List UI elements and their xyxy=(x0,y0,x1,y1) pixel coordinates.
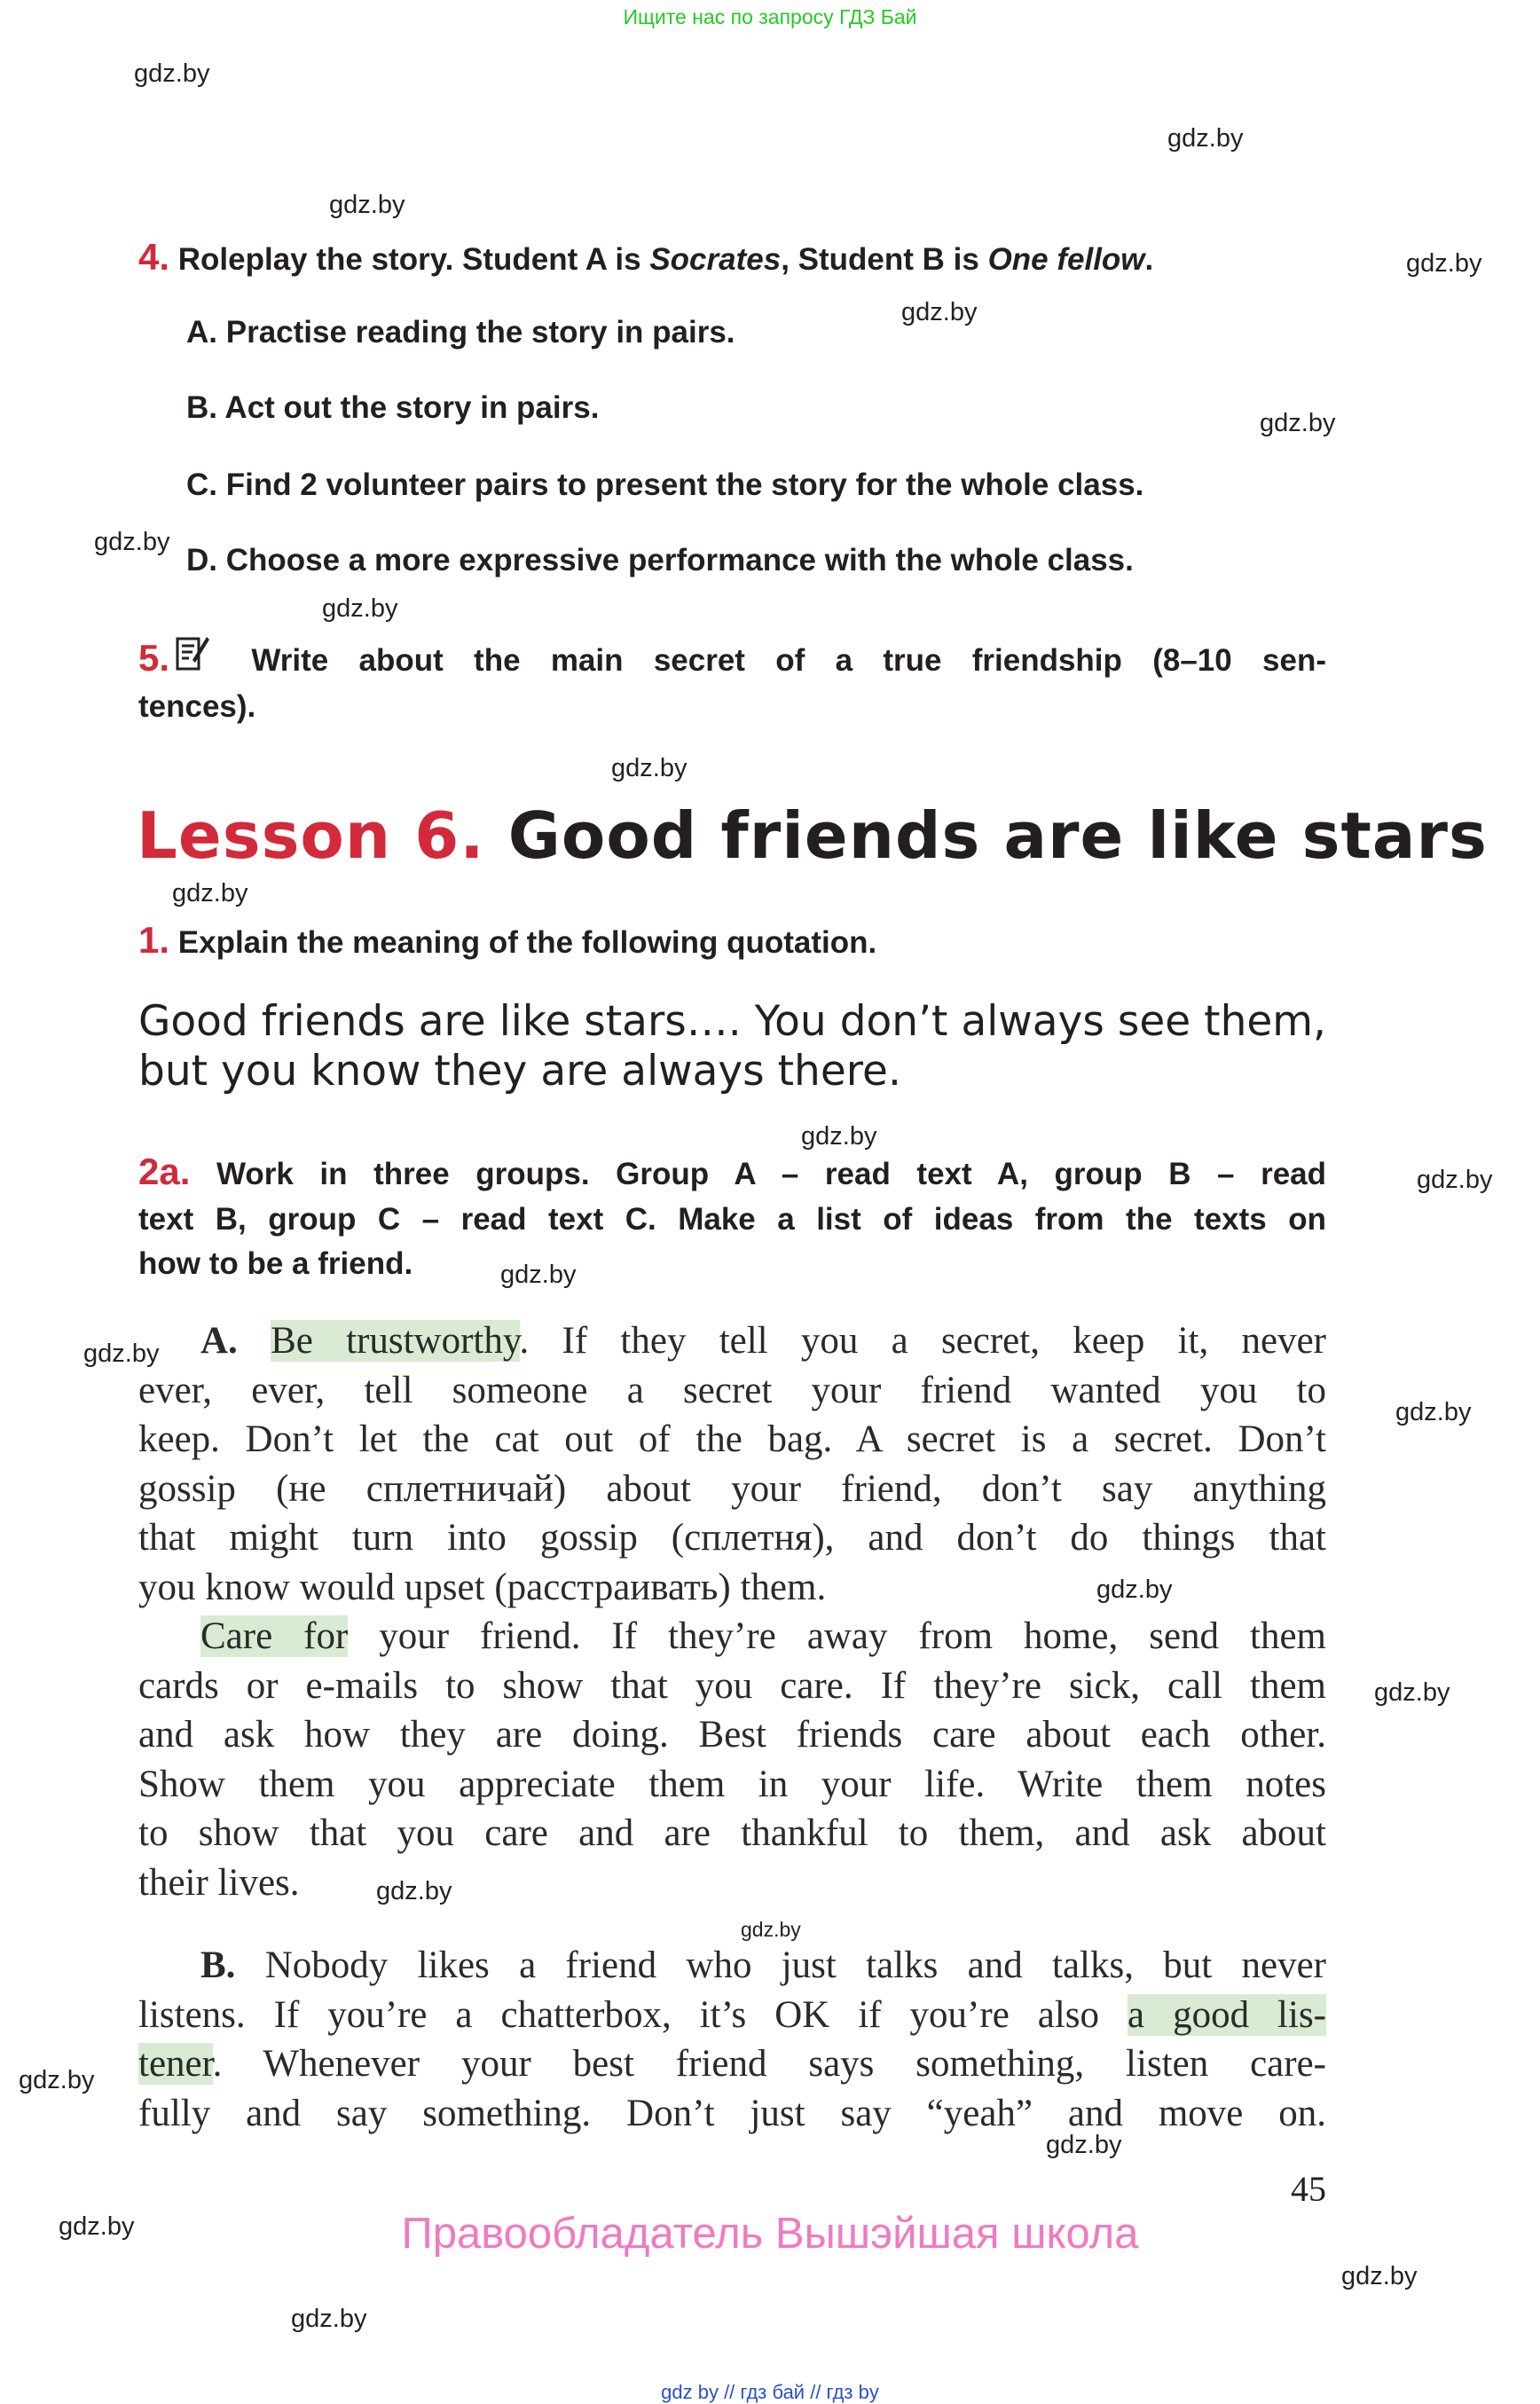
task-number: 4. xyxy=(138,236,170,278)
task-text: Explain the meaning of the following quotation. xyxy=(169,925,877,960)
search-banner[interactable]: Ищите нас по запросу ГДЗ Бай xyxy=(623,5,917,28)
text-segment: listens. If you’re a chatterbox, it’s OK if you’re also xyxy=(138,1993,1128,2036)
task-text: . xyxy=(1144,242,1154,277)
watermark: gdz.by xyxy=(329,191,405,219)
footer-links[interactable]: gdz by // гдз бай // гдз by xyxy=(661,2381,879,2403)
watermark: gdz.by xyxy=(172,879,248,907)
text-line: keep. Don’t let the cat out of the bag. A secret is a secret. Don’t xyxy=(138,1418,1326,1460)
watermark: gdz.by xyxy=(901,298,978,326)
watermark: gdz.by xyxy=(1167,124,1244,153)
text-line: you know would upset (расстраивать) them. xyxy=(138,1566,827,1608)
task-1-heading xyxy=(138,919,1326,962)
task-text-italic: One fellow xyxy=(987,242,1145,277)
task-text: , Student B is xyxy=(781,242,988,277)
watermark: gdz.by xyxy=(291,2305,367,2333)
watermark: gdz.by xyxy=(1096,1575,1173,1604)
watermark: gdz.by xyxy=(1395,1398,1472,1426)
watermark: gdz.by xyxy=(83,1339,160,1368)
watermark: gdz.by xyxy=(741,1918,801,1941)
task-2a-line: text B, group C – read text C. Make a list of ideas from the texts on xyxy=(138,1201,1326,1237)
watermark: gdz.by xyxy=(376,1877,452,1905)
task-4-item-b: B. Act out the story in pairs. xyxy=(186,390,600,425)
text-line xyxy=(138,1941,1326,1991)
text-line: fully and say something. Don’t just say “yeah” and move on. xyxy=(138,2092,1326,2134)
text-a xyxy=(138,1316,1326,1907)
text-line: to show that you care and are thankful to them, and ask about xyxy=(138,1812,1326,1854)
watermark: gdz.by xyxy=(1406,249,1482,278)
text-line xyxy=(138,1991,1326,2040)
text-segment: . Whenever your best friend says something, listen care- xyxy=(212,2043,1326,2085)
quotation xyxy=(138,997,1326,1096)
watermark: gdz.by xyxy=(322,594,398,623)
write-note-icon xyxy=(175,632,210,672)
lesson-title xyxy=(137,798,1488,873)
task-5-line xyxy=(138,632,1326,684)
task-5-line: tences). xyxy=(138,689,256,724)
watermark: gdz.by xyxy=(801,1122,877,1151)
text-line xyxy=(138,1612,1326,1662)
text-line: that might turn into gossip (сплетня), and don’t do things that xyxy=(138,1517,1326,1559)
highlighted-phrase: Care for xyxy=(200,1615,349,1657)
lesson-label: Lesson 6. xyxy=(137,798,485,873)
task-2a-line: how to be a friend. xyxy=(138,1246,413,1281)
task-number: 5. xyxy=(138,637,170,679)
watermark: gdz.by xyxy=(1046,2131,1122,2159)
task-text-italic: Socrates xyxy=(649,242,782,277)
text-segment: . If they tell you a secret, keep it, never xyxy=(519,1320,1326,1362)
watermark: gdz.by xyxy=(611,754,688,782)
task-4-heading xyxy=(138,236,1326,279)
highlighted-phrase: Be trustworthy xyxy=(271,1320,520,1362)
text-segment: your friend. If they’re away from home, send them xyxy=(348,1615,1326,1657)
task-text: Work in three groups. Group A – read text A, group B – read xyxy=(216,1157,1327,1191)
watermark: gdz.by xyxy=(1260,409,1336,437)
quotation-line: Good friends are like stars…. You don’t always see them, xyxy=(138,997,1326,1046)
task-4-item-d: D. Choose a more expressive performance with the whole class. xyxy=(186,543,1134,577)
text-line: Show them you appreciate them in your life. Write them notes xyxy=(138,1763,1326,1805)
task-5 xyxy=(138,632,1326,730)
text-line: gossip (не сплетничай) about your friend, don’t say anything xyxy=(138,1467,1326,1510)
text-line xyxy=(138,1316,1326,1366)
text-line: their lives. xyxy=(138,1861,300,1904)
task-number: 1. xyxy=(138,919,170,961)
highlighted-phrase: a good lis- xyxy=(1128,1993,1326,2036)
text-line: ever, ever, tell someone a secret your friend wanted you to xyxy=(138,1369,1326,1411)
quotation-line: but you know they are always there. xyxy=(138,1047,901,1096)
copyright-notice: Правообладатель Вышэйшая школа xyxy=(401,2210,1139,2258)
text-label: A. xyxy=(200,1320,238,1362)
text-label: B. xyxy=(200,1944,236,1986)
page-number: 45 xyxy=(1291,2169,1326,2209)
text-line: cards or e-mails to show that you care. If they’re sick, call them xyxy=(138,1664,1326,1707)
task-2a xyxy=(138,1150,1326,1287)
task-2a-line xyxy=(138,1150,1326,1198)
watermark: gdz.by xyxy=(94,528,170,556)
text-b xyxy=(138,1941,1326,2138)
watermark: gdz.by xyxy=(1374,1678,1450,1707)
task-text: Write about the main secret of a true friendship (8–10 sen- xyxy=(251,643,1326,678)
lesson-name: Good friends are like stars xyxy=(507,798,1488,873)
watermark: gdz.by xyxy=(134,59,210,88)
task-number: 2a. xyxy=(138,1151,191,1192)
watermark: gdz.by xyxy=(500,1261,577,1289)
watermark: gdz.by xyxy=(59,2212,135,2241)
watermark: gdz.by xyxy=(1417,1166,1493,1194)
task-4-item-a: A. Practise reading the story in pairs. xyxy=(186,315,735,350)
watermark: gdz.by xyxy=(19,2066,95,2094)
highlighted-phrase: tener xyxy=(138,2043,213,2085)
watermark: gdz.by xyxy=(1341,2262,1418,2290)
text-line: and ask how they are doing. Best friends care about each other. xyxy=(138,1714,1326,1756)
text-segment: Nobody likes a friend who just talks and talks, but never xyxy=(235,1944,1326,1986)
text-line xyxy=(138,2039,1326,2089)
task-4-item-c: C. Find 2 volunteer pairs to present the story for the whole class. xyxy=(186,467,1144,502)
task-text: Roleplay the story. Student A is xyxy=(169,242,650,277)
